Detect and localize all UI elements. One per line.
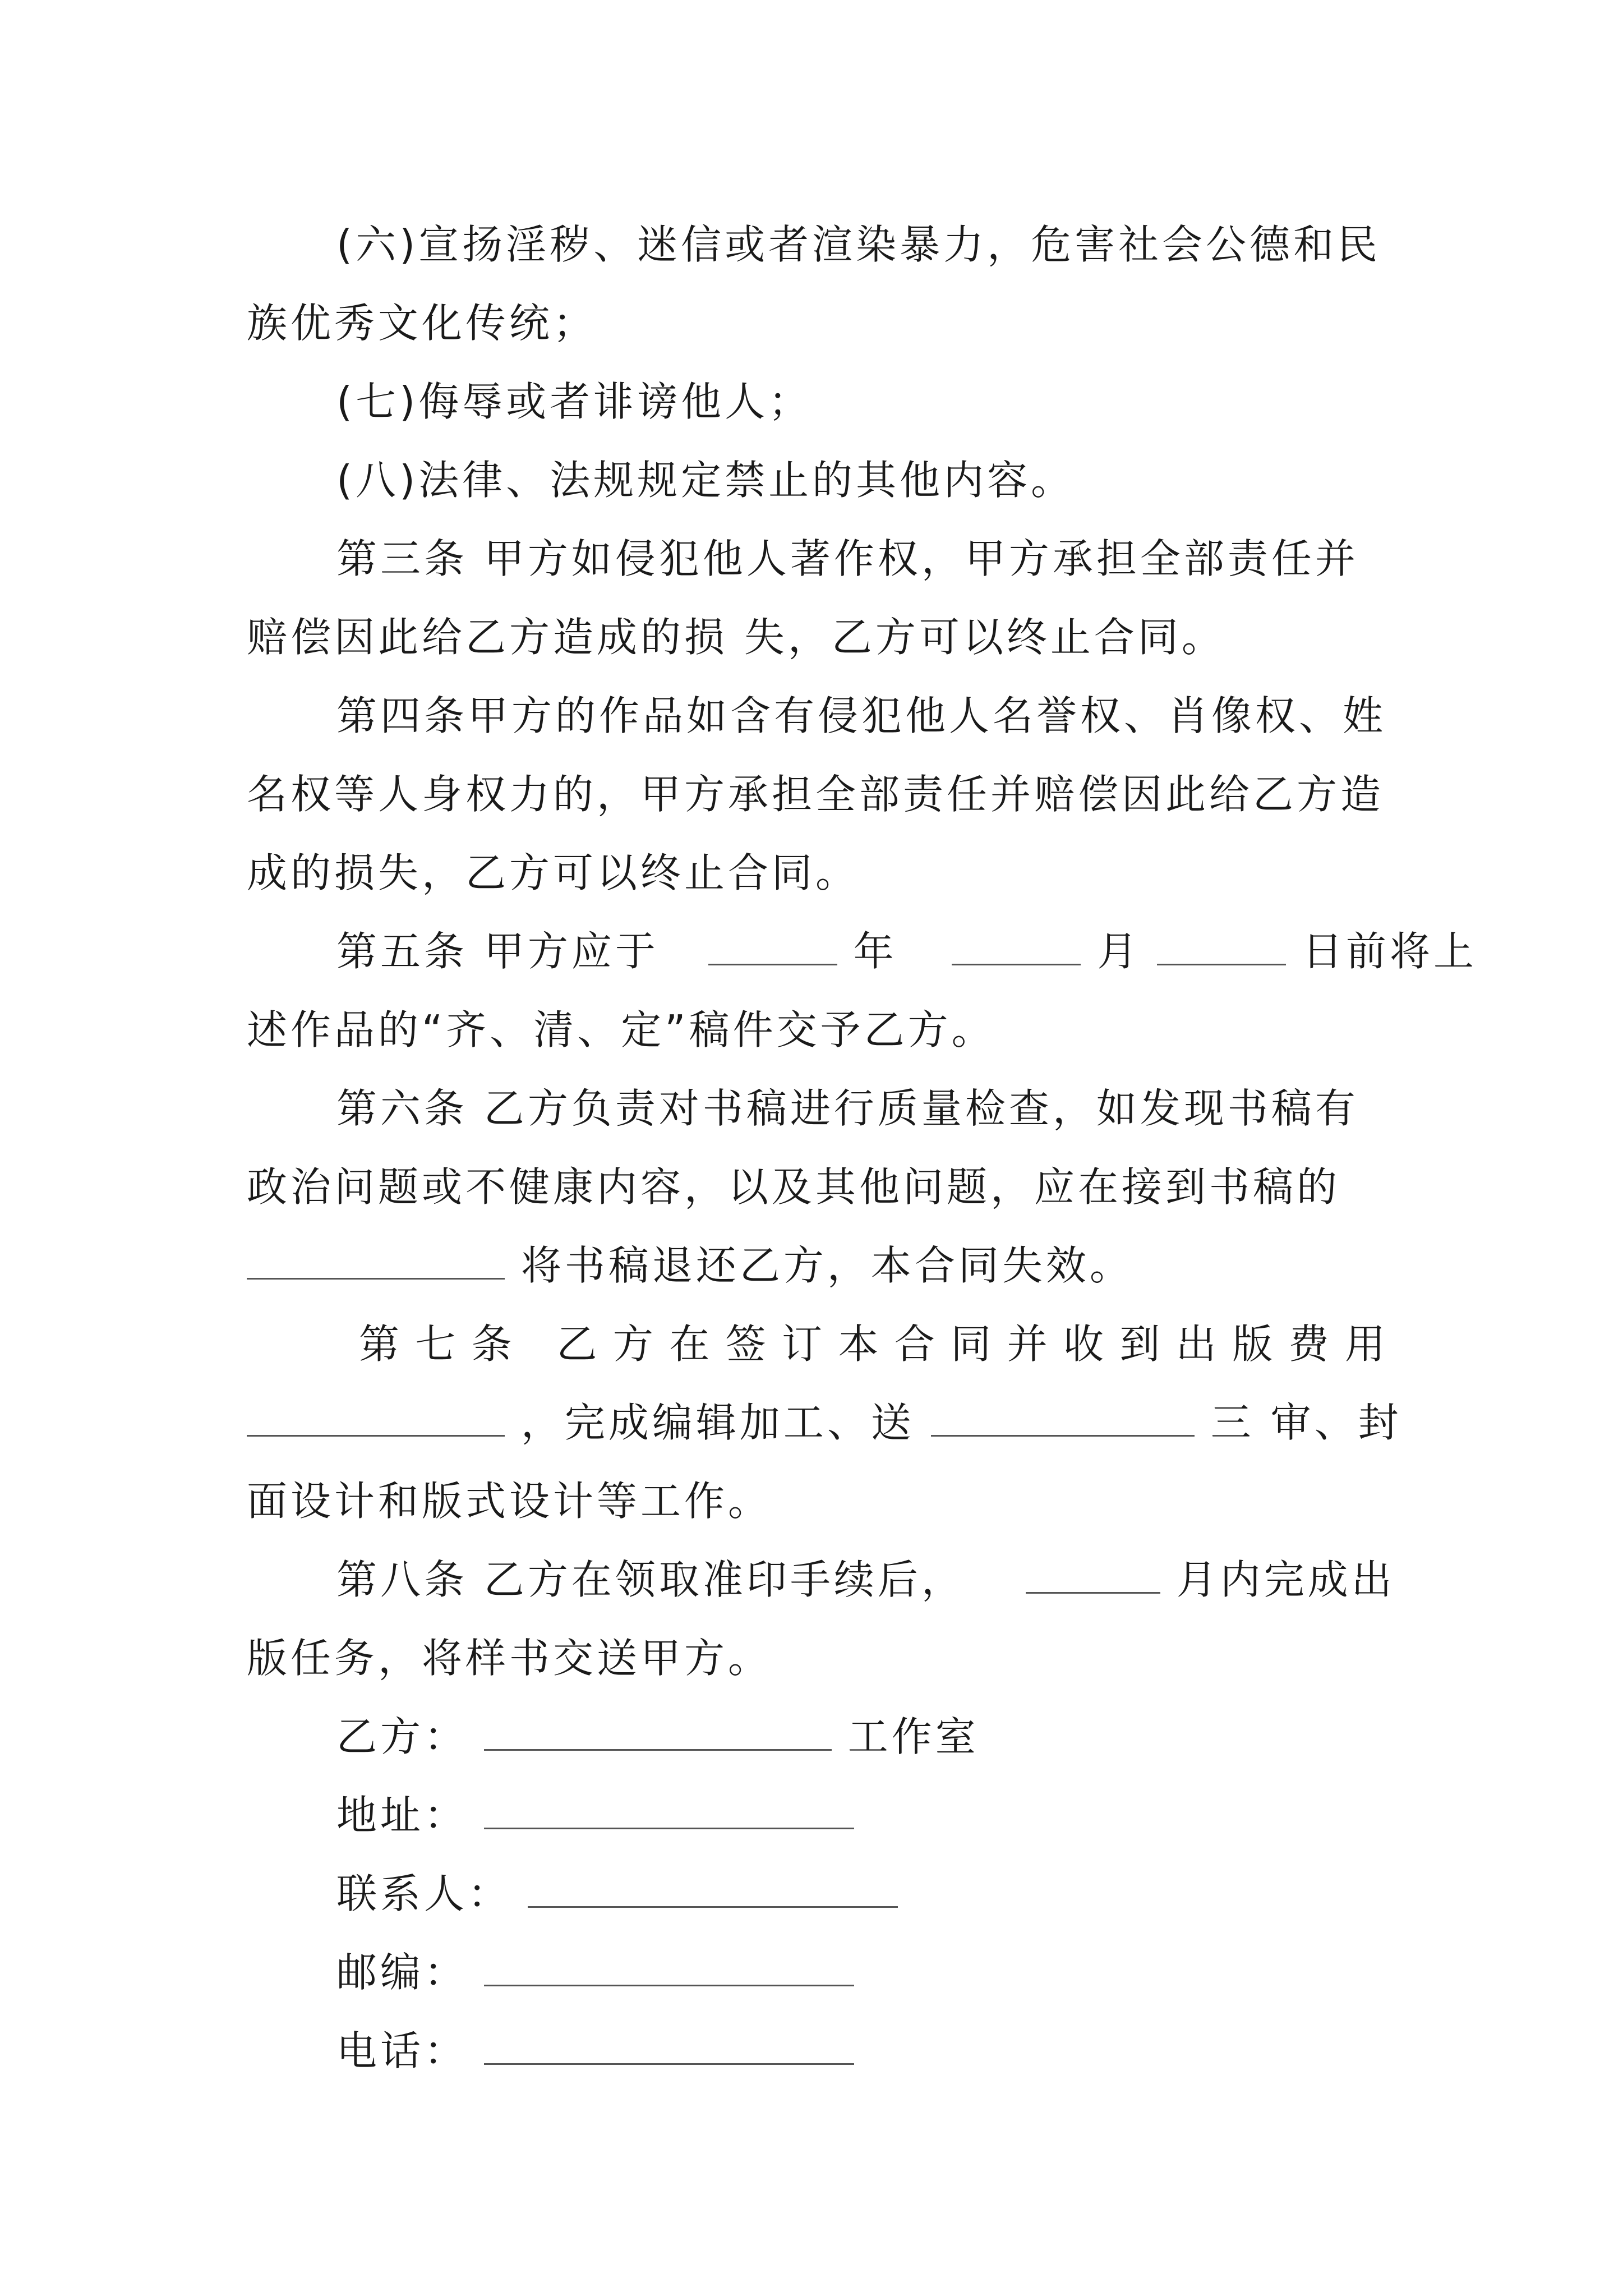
article-7-cont2: 面设计和版式设计等工作。 (247, 1478, 772, 1525)
article-7-cont (247, 1383, 1402, 1462)
article-5-cont: 述作品的“齐、清、定”稿件交予乙方。 (247, 1006, 995, 1053)
address-label: 地址： (336, 1792, 468, 1839)
article-6-cont: 政治问题或不健康内容，以及其他问题，应在接到书稿的 (247, 1163, 1341, 1211)
address-blank (484, 1794, 854, 1829)
article-8-cont: 版任务，将样书交送甲方。 (247, 1635, 772, 1682)
article-4-cont: 名权等人身权力的，甲方承担全部责任并赔偿因此给乙方造 (247, 771, 1385, 818)
contact-label: 联系人： (336, 1870, 512, 1917)
postcode-blank (484, 1951, 854, 1986)
months-blank (1026, 1558, 1160, 1594)
month-label: 月 (1097, 928, 1141, 975)
article-6-text-end: 将书稿退还乙方，本合同失效。 (520, 1242, 1133, 1289)
party-b-row (336, 1697, 1385, 1776)
article-8 (336, 1540, 1395, 1619)
clause-item-6-cont: 族优秀文化传统； (247, 300, 597, 347)
period-blank (247, 1244, 505, 1280)
phone-blank (484, 2030, 854, 2065)
article-4: 第四条甲方的作品如含有侵犯他人名誉权、肖像权、姓 (336, 692, 1387, 739)
article-7-text-end: 三 审、封 (1210, 1399, 1402, 1446)
article-3-cont: 赔偿因此给乙方造成的损 失，乙方可以终止合同。 (247, 614, 1225, 661)
article-5-text: 第五条 甲方应于 (336, 928, 659, 975)
party-b-suffix: 工作室 (847, 1713, 979, 1760)
clause-item-7: (七)侮辱或者诽谤他人； (336, 378, 813, 425)
article-6: 第六条 乙方负责对书稿进行质量检查，如发现书稿有 (336, 1085, 1359, 1132)
article-5-text-end: 日前将上 (1302, 928, 1478, 975)
period-blank-2 (247, 1401, 505, 1437)
year-blank (708, 930, 837, 965)
address-row (336, 1776, 1385, 1855)
clause-item-8: (八)法律、法规规定禁止的其他内容。 (336, 457, 1075, 504)
article-8-text: 第八条 乙方在领取准印手续后， (336, 1556, 965, 1603)
postcode-label: 邮编： (336, 1949, 468, 1996)
review-blank (931, 1401, 1195, 1437)
day-blank (1157, 930, 1286, 965)
phone-row (336, 2012, 1385, 2090)
year-label: 年 (853, 928, 897, 975)
article-4-cont2: 成的损失，乙方可以终止合同。 (247, 849, 860, 896)
phone-label: 电话： (336, 2027, 468, 2074)
month-blank (952, 930, 1081, 965)
article-3: 第三条 甲方如侵犯他人著作权，甲方承担全部责任并 (336, 535, 1359, 582)
article-5 (336, 912, 1478, 991)
party-b-blank (484, 1715, 832, 1751)
article-8-text-end: 月内完成出 (1176, 1556, 1395, 1603)
contact-row (336, 1855, 1385, 1933)
postcode-row (336, 1933, 1385, 2012)
article-7-text: ，完成编辑加工、送 (520, 1399, 915, 1446)
party-b-label: 乙方： (336, 1713, 468, 1760)
article-6-cont2 (247, 1226, 1385, 1305)
article-7: 第七条 乙方在签订本合同并收到出版费用 (359, 1320, 1385, 1368)
clause-item-6: (六)宣扬淫秽、迷信或者渲染暴力，危害社会公德和民 (336, 221, 1381, 268)
contact-blank (528, 1872, 898, 1908)
